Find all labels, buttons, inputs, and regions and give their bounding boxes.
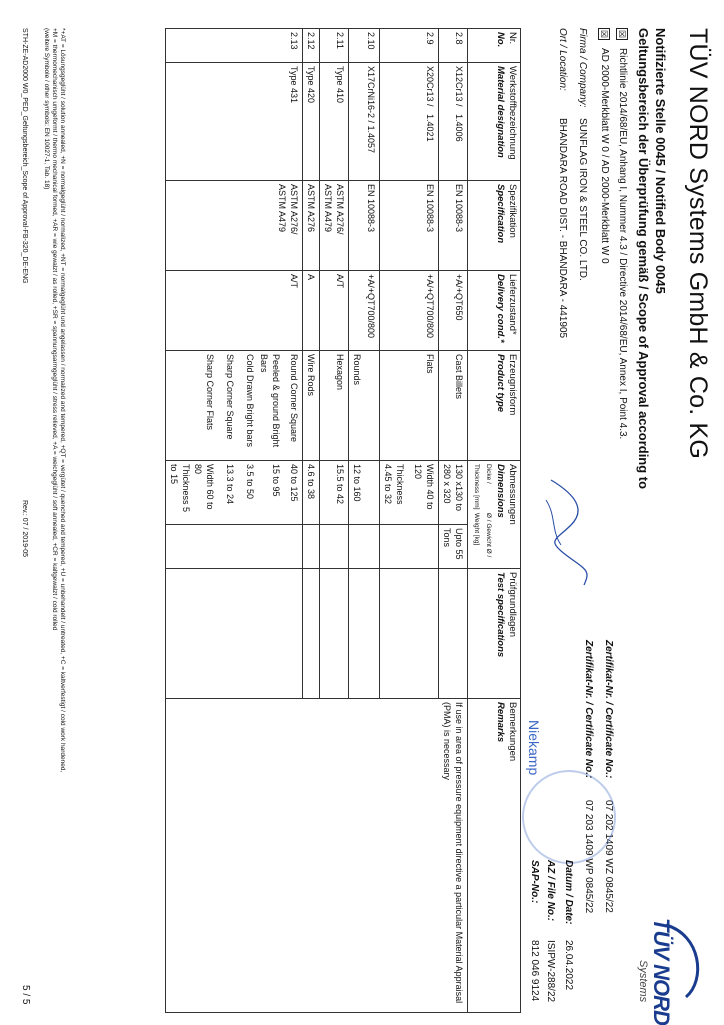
row-delivery: +A/+QT650 bbox=[439, 271, 468, 351]
dim-sub-thickness: Dicke / Thickness [mm] bbox=[473, 464, 492, 510]
row-delivery: A/T bbox=[166, 271, 303, 351]
row-dimension: 130 x130 to 280 x 320 bbox=[439, 461, 468, 525]
table-row bbox=[439, 29, 468, 1013]
location-value: BHANDARA ROAD DIST. - BHANDARA - 441905 bbox=[557, 118, 568, 339]
dim-sub-weight: Ø / Gewicht Ø / Weight [kg] bbox=[473, 512, 492, 558]
row-delivery: +A/+QT700/800 bbox=[380, 271, 439, 351]
scope-line: Geltungsbereich der Überprüfung gemäß / Scope of Approval according to bbox=[636, 28, 651, 490]
file-value: ISIPW-288/22 bbox=[545, 940, 556, 1003]
row-test-spec bbox=[380, 569, 439, 699]
header-test-spec: Prüfgrundlagen Test specifications bbox=[468, 569, 521, 699]
row-material: Type 431 bbox=[166, 63, 303, 181]
date-label: Datum / Date: bbox=[563, 860, 574, 925]
header-remarks: Bemerkungen Remarks bbox=[468, 699, 521, 1013]
row-delivery: A/T bbox=[320, 271, 349, 351]
row-spec: EN 10088-3 bbox=[380, 181, 439, 271]
row-dimension: Width 40 to 120 Thickness 4.45 to 32 bbox=[380, 461, 439, 525]
stamp-signatory-name: Niekamp bbox=[526, 720, 542, 776]
location-label: Ort / Location: bbox=[557, 28, 568, 91]
footnote: *+AT = Lösungsgeglüht / solution annealed, +N = normalgeglüht / normalized, +NT = normalgeglüht und angelassen / normalized and tempered, +QT = vergütet / quenched and tempered, +U = unbehandelt / untreated, +C = kaltverfestigt / cold work hardened, +M = thermomechanisch umgeformt / thermo mechanical formed, +AR = wie gewalzt / as rolled, +SR = spannungsarmgeglüht / stress relieved, +A = weichgeglüht / soft annealed, +CR = kaltgewalzt / cold rolled (weitere Symbole / other symbols: EN 10027-1, Tab. 18) bbox=[43, 28, 66, 773]
row-dimension: 40 to 125 15 to 95 3.5 to 50 13.3 to 24 Width 60 to 80 Thickness 5 to 15 bbox=[166, 461, 303, 525]
document-id: STH-ZE-AD2000 W0_PED_Geltungsbereich_Scope of Approval-FB-320_DE-ENG bbox=[21, 28, 28, 284]
table-header-row bbox=[468, 29, 521, 1013]
row-material: X12Cr13 / 1.4006 bbox=[439, 63, 468, 181]
file-label: AZ / File No.: bbox=[545, 860, 556, 922]
header-delivery: Lieferzustand* Delivery cond.* bbox=[468, 271, 521, 351]
ad2000-text: AD 2000-Merkblatt W 0 / AD 2000-Merkblatt W 0 bbox=[599, 48, 610, 264]
row-spec: ASTM A276/ ASTM A479 bbox=[320, 181, 349, 271]
row-nr: 2.12 bbox=[303, 29, 320, 63]
company-value: SUNFLAG IRON & STEEL CO. LTD. bbox=[577, 118, 588, 281]
row-product: Hexagon bbox=[320, 351, 349, 461]
row-material: Type 410 bbox=[320, 63, 349, 181]
logo-brand: TÜV NORD bbox=[649, 918, 674, 1025]
sap-value: 812 046 9124 bbox=[529, 940, 540, 1002]
row-material: X20Cr13 / 1.4021 bbox=[380, 63, 439, 181]
revision: Rev.: 07 / 2019-05 bbox=[21, 500, 28, 558]
remarks-cell: If use in area of pressure equipment directive a particular Material Appraisal (PMA) is necessary bbox=[166, 699, 468, 1013]
page-title: TÜV NORD Systems GmbH & Co. KG bbox=[684, 28, 712, 460]
row-product: Cast Billets bbox=[439, 351, 468, 461]
row-dimension: 15.5 to 42 bbox=[320, 461, 349, 525]
sap-label: SAP-No.: bbox=[529, 860, 540, 904]
header-dimensions: Abmessungen Dimensions Dicke / Thickness [mm] Ø / Gewicht Ø / Weight [kg] bbox=[468, 461, 521, 569]
row-spec: EN 10088-3 bbox=[439, 181, 468, 271]
logo-subtitle: Systems bbox=[637, 960, 649, 1003]
page-number: 5 / 5 bbox=[20, 985, 31, 1005]
header-nr: Nr. No. bbox=[468, 29, 521, 63]
notified-body-line: Notifizierte Stelle 0045 / Notified Body 0045 bbox=[653, 28, 668, 294]
cert-number-1: 07 202 1409 WZ 0845/22 bbox=[603, 800, 614, 913]
checked-box-icon: ☒ bbox=[617, 29, 627, 39]
row-spec: ASTM A276 bbox=[303, 181, 320, 271]
ad2000-checkbox-row bbox=[598, 28, 610, 264]
directive-text: Richtlinie 2014/68/EU, Anhang I, Nummer 4.3 / Directive 2014/68/EU, Annex I, Point 4.3. bbox=[617, 48, 628, 440]
row-material: X17CrNi16-2 / 1.4057 bbox=[349, 63, 380, 181]
row-product: Rounds bbox=[349, 351, 380, 461]
company-label: Firma / Company: bbox=[577, 28, 588, 108]
row-test-spec bbox=[439, 569, 468, 699]
row-nr: 2.11 bbox=[320, 29, 349, 63]
date-value: 26.04.2022 bbox=[563, 940, 574, 991]
cert-label-2: Zertifikat-Nr. / Certificate No.: bbox=[583, 640, 594, 779]
row-product: Round Corner Square Peeled & ground Bright Bars Cold Drawn Bright bars Sharp Corner Square Sharp Corner Flats bbox=[166, 351, 303, 461]
row-test-spec bbox=[303, 569, 320, 699]
row-material: Type 420 bbox=[303, 63, 320, 181]
row-delivery: +A/+QT700/800 bbox=[349, 271, 380, 351]
row-nr: 2.8 bbox=[439, 29, 468, 63]
header-spec: Spezifikation Specification bbox=[468, 181, 521, 271]
row-weight: Upto 55 Tons bbox=[439, 525, 468, 569]
row-delivery: A bbox=[303, 271, 320, 351]
header-material: Werkstoffbezeichnung Material designation bbox=[468, 63, 521, 181]
cert-label-1: Zertifikat-Nr. / Certificate No.: bbox=[603, 640, 614, 779]
row-test-spec bbox=[166, 569, 303, 699]
checked-box-icon: ☒ bbox=[599, 29, 609, 39]
signature-icon bbox=[536, 470, 606, 590]
header-product: Erzeugnisform Product type bbox=[468, 351, 521, 461]
row-dimension: 12 to 160 bbox=[349, 461, 380, 525]
row-nr: 2.13 bbox=[166, 29, 303, 63]
official-stamp bbox=[522, 770, 616, 864]
scope-table bbox=[165, 28, 521, 1013]
row-spec: EN 10088-3 bbox=[349, 181, 380, 271]
cert-number-2: 07 203 1409 WP 0845/22 bbox=[583, 800, 594, 914]
row-dimension: 4.6 to 38 bbox=[303, 461, 320, 525]
row-test-spec bbox=[320, 569, 349, 699]
row-test-spec bbox=[349, 569, 380, 699]
row-product: Flats bbox=[380, 351, 439, 461]
row-nr: 2.9 bbox=[380, 29, 439, 63]
row-nr: 2.10 bbox=[349, 29, 380, 63]
row-product: Wire Rods bbox=[303, 351, 320, 461]
row-spec: ASTM A276/ ASTM A479 bbox=[166, 181, 303, 271]
directive-checkbox-row bbox=[616, 28, 628, 439]
